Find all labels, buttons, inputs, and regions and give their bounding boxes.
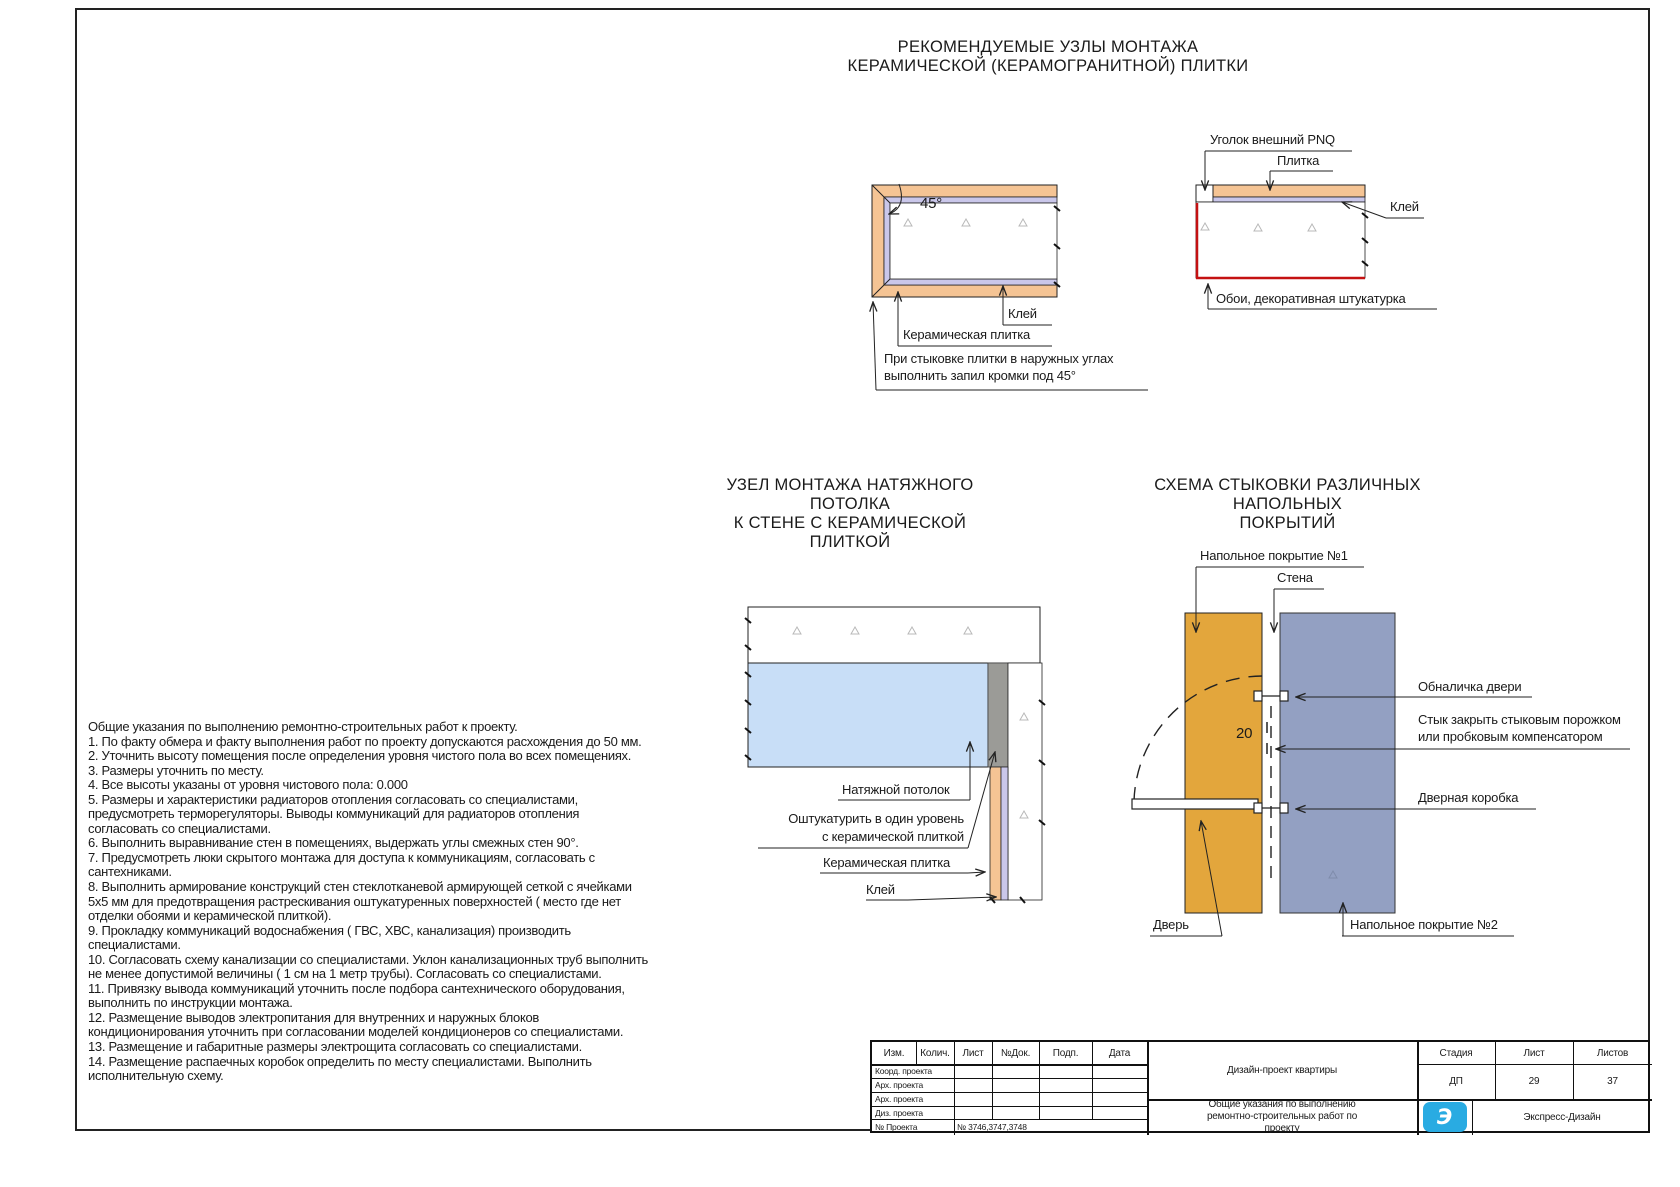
sheet-title-line3: проекту (1264, 1123, 1300, 1134)
angle-label: 45° (920, 195, 943, 212)
stage-value: ДП (1449, 1076, 1463, 1087)
note-line: сантехниками. (88, 864, 172, 880)
door-frame-label: Дверная коробка (1418, 790, 1519, 805)
sheet-value: 29 (1528, 1076, 1540, 1087)
sheets-header: Листов (1596, 1047, 1629, 1059)
door-leaf (1132, 799, 1258, 809)
corner-note-line2: выполнить запил кромки под 45° (884, 368, 1076, 383)
row-diz-proekta: Диз. проекта (875, 1107, 923, 1118)
note-line: специалистами. (88, 937, 181, 953)
tile-label: Плитка (1277, 153, 1320, 168)
wall-region (1008, 663, 1042, 900)
sheet-title-line2: ремонтно-строительных работ по (1206, 1111, 1358, 1122)
door-label: Дверь (1153, 917, 1189, 932)
stretch-ceiling (748, 663, 988, 767)
row-n-proekta: № Проекта (875, 1122, 918, 1132)
title-block (870, 1040, 1650, 1133)
note-line: кондиционирования уточнить при согласовании моделей кондиционеров со специалистами. (88, 1024, 624, 1040)
ceiling-detail-title-line2: К СТЕНЕ С КЕРАМИЧЕСКОЙ ПЛИТКОЙ (733, 514, 967, 551)
glue-layer (1213, 197, 1365, 202)
floor1-label: Напольное покрытие №1 (1200, 548, 1348, 563)
note-line: 13. Размещение и габаритные размеры электрощита согласовать со специалистами. (88, 1039, 582, 1055)
note-line: 10. Согласовать схему канализации со специалистами. Уклон канализационных труб выполнить (88, 951, 648, 967)
note-line: отделки обоями и керамической плиткой). (88, 908, 332, 924)
note-line: 14. Размещение распаечных коробок определить по месту специалистами. Выполнить (88, 1053, 592, 1069)
floor-junction-drawing (1132, 567, 1630, 936)
floor-junction-title-line2: ПОКРЫТИЙ (1239, 514, 1336, 532)
note-line: 11. Привязку вывода коммуникаций уточнить после подбора сантехнического оборудования, (88, 980, 625, 996)
sheet-header: Лист (1523, 1047, 1545, 1059)
stretch-ceiling-label: Натяжной потолок (842, 782, 950, 797)
tile-strip (990, 767, 1001, 900)
logo-icon: Э (1423, 1102, 1467, 1132)
row-koord-proekta: Коорд. проекта (875, 1066, 932, 1076)
col-podp: Подп. (1052, 1047, 1079, 1059)
tile-wall-drawing (1196, 151, 1437, 309)
ceramic-tile-label: Керамическая плитка (823, 855, 951, 870)
note-line: предусмотреть терморегуляторы. Выводы коммуникаций для радиаторов отопления (88, 806, 580, 822)
note-line: 4. Все высоты указаны от уровня чистового пола: 0.000 (88, 777, 408, 793)
note-line: 12. Размещение выводов электропитания для внутренних и наружных блоков (88, 1009, 540, 1025)
col-list: Лист (962, 1047, 984, 1059)
wall-region (1196, 202, 1365, 278)
sheet-title-line1: Общие указания по выполнению (1208, 1099, 1356, 1110)
note-line: 3. Размеры уточнить по месту. (88, 762, 264, 778)
gap-dimension: 20 (1236, 725, 1253, 742)
glue-label: Клей (1390, 199, 1419, 214)
note-line: Общие указания по выполнению ремонтно-строительных работ к проекту. (88, 719, 518, 734)
floor-covering-2 (1280, 613, 1395, 913)
sheet-title (1147, 1099, 1417, 1135)
ceiling-slab (748, 607, 1040, 663)
tile-layer (1213, 185, 1365, 197)
floor2-label: Напольное покрытие №2 (1350, 917, 1498, 932)
glue-strip (1001, 767, 1008, 900)
plaster-label-line2: с керамической плиткой (821, 829, 964, 844)
note-line: 9. Прокладку коммуникаций водоснабжения ( ГВС, ХВС, канализация) производить (88, 922, 571, 938)
note-line: 1. По факту обмера и факту выполнения работ по проекту допускаются расхождения до 50 мм. (88, 733, 642, 749)
project-number: № 3746,3747,3748 (957, 1122, 1027, 1132)
wallpaper-label: Обои, декоративная штукатурка (1216, 291, 1406, 306)
note-line: 6. Выполнить выравнивание стен в помещениях, выдержать углы смежных стен 90°. (88, 835, 579, 851)
main-title-line2: КЕРАМИЧЕСКОЙ (КЕРАМОГРАНИТНОЙ) ПЛИТКИ (847, 57, 1249, 75)
joint-label-line1: Стык закрыть стыковым порожком (1418, 712, 1621, 727)
project-title: Дизайн-проект квартиры (1227, 1065, 1337, 1076)
col-izm: Изм. (883, 1047, 905, 1059)
plaster-strip (988, 663, 1008, 767)
wall-label: Стена (1277, 570, 1313, 585)
note-line: согласовать со специалистами. (88, 820, 271, 836)
col-dok: №Док. (1000, 1047, 1031, 1059)
floor-covering-1 (1185, 613, 1262, 913)
ceramic-tile-label: Керамическая плитка (903, 327, 1031, 342)
note-line: 2. Уточнить высоту помещения после определения уровня чистого пола во всех помещениях. (88, 748, 632, 764)
note-line: исполнительную схему. (88, 1068, 224, 1084)
note-line: 7. Предусмотреть люки скрытого монтажа для доступа к коммуникациям, согласовать с (88, 849, 595, 865)
note-line: не менее допустимой величины ( 1 см на 1 метр трубы). Согласовать со специалистами. (88, 966, 602, 982)
door-casing (1254, 691, 1288, 701)
corner-note-line1: При стыковке плитки в наружных углах (884, 351, 1114, 366)
note-line: 5. Размеры и характеристики радиаторов отопления согласовать со специалистами, (88, 791, 578, 807)
corner-trim-label: Уголок внешний PNQ (1210, 132, 1335, 147)
col-kolich: Колич. (920, 1047, 950, 1059)
company-logo (1417, 1099, 1472, 1135)
main-title-line1: РЕКОМЕНДУЕМЫЕ УЗЛЫ МОНТАЖА (897, 38, 1199, 56)
glue-label: Клей (866, 882, 895, 897)
note-line: 8. Выполнить армирование конструкций стен стеклотканевой армирующей сеткой с ячейками (88, 879, 632, 895)
glue-label: Клей (1008, 306, 1037, 321)
joint-label-line2: или пробковым компенсатором (1418, 729, 1603, 744)
plaster-label-line1: Оштукатурить в один уровень (788, 811, 964, 826)
note-line: 5х5 мм для предотвращения растрескивания оштукатуренных поверхностей ( место где нет (88, 893, 621, 909)
sheets-value: 37 (1607, 1076, 1618, 1087)
general-notes (88, 720, 648, 1084)
ceiling-detail-title-line1: УЗЕЛ МОНТАЖА НАТЯЖНОГО ПОТОЛКА (726, 476, 974, 513)
wall-surface (890, 203, 1057, 279)
row-arh-proekta-2: Арх. проекта (875, 1094, 923, 1104)
door-casing-label: Обналичка двери (1418, 679, 1522, 694)
stage-header: Стадия (1439, 1047, 1473, 1059)
floor-junction-title-line1: СХЕМА СТЫКОВКИ РАЗЛИЧНЫХ НАПОЛЬНЫХ (1154, 476, 1421, 513)
note-line: выполнить по инструкции монтажа. (88, 995, 293, 1011)
col-data: Дата (1108, 1047, 1131, 1059)
row-arh-proekta-1: Арх. проекта (875, 1080, 923, 1090)
company-name: Экспресс-Дизайн (1523, 1111, 1601, 1123)
